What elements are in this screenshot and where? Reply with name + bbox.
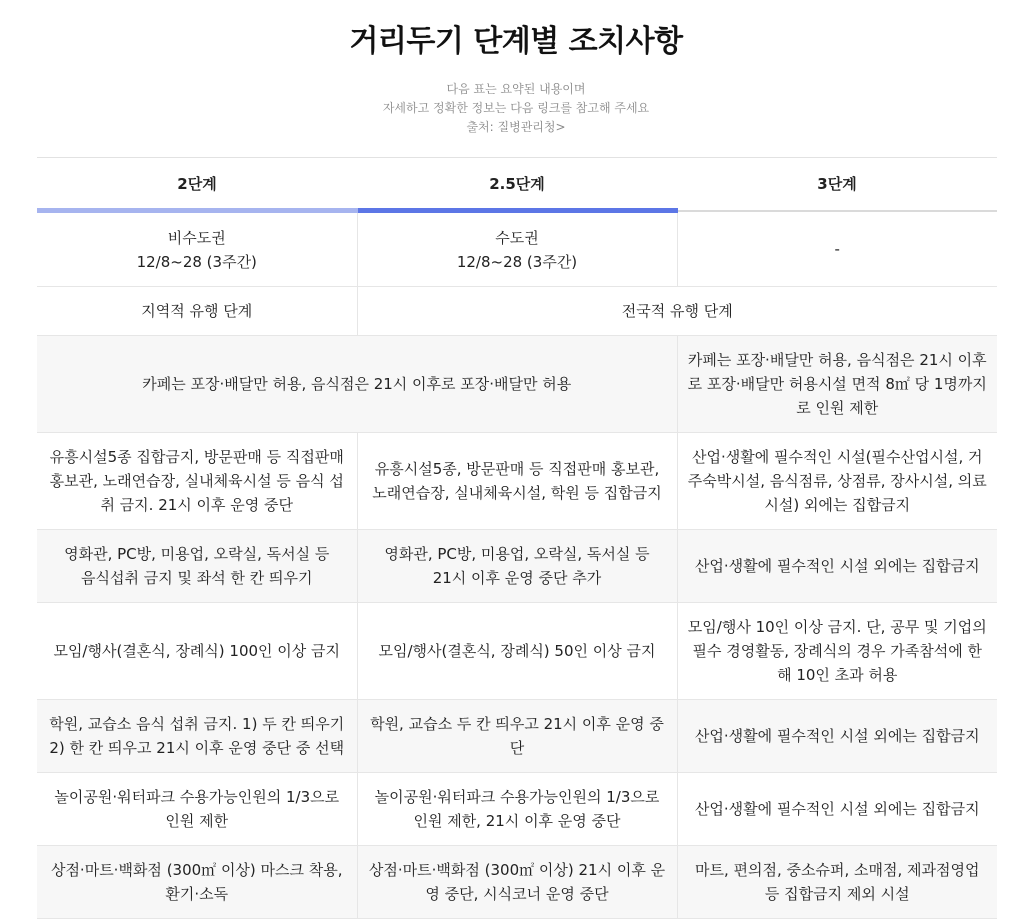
- table-row: [37, 846, 997, 919]
- region-cell-level-3: -: [677, 211, 997, 287]
- academy-cell-level-2: [37, 700, 357, 773]
- table-row: [37, 287, 997, 336]
- gathering-cell-level-3: 모임/행사 10인 이상 금지. 단, 공무 및 기업의 필수 경영활동, 장례식의 경우 가족참석에 한해 10인 초과 허용: [677, 603, 997, 700]
- cinema-line: 영화관, PC방, 미용업, 오락실, 독서실 등: [384, 545, 650, 563]
- table-row: [37, 211, 997, 287]
- entertainment-cell-level-2-5: 유흥시설5종, 방문판매 등 직접판매 홍보관, 노래연습장, 실내체육시설, 학원 등 집합금지: [357, 433, 677, 530]
- region-cell-level-2: [37, 211, 357, 287]
- store-cell-level-2: 상점·마트·백화점 (300㎡ 이상) 마스크 착용, 환기·소독: [37, 846, 357, 919]
- gathering-cell-level-2-5: 모임/행사(결혼식, 장례식) 50인 이상 금지: [357, 603, 677, 700]
- table-row: [37, 603, 997, 700]
- note-summary: 다음 표는 요약된 내용이며: [446, 82, 586, 96]
- table-row: [37, 530, 997, 603]
- academy-line: 학원, 교습소 음식 섭취 금지. 1) 두 칸 띄우기: [49, 715, 345, 733]
- store-cell-level-3: 마트, 편의점, 중소슈퍼, 소매점, 제과점영업 등 집합금지 제외 시설: [677, 846, 997, 919]
- table-row: [37, 700, 997, 773]
- academy-line: 2) 한 칸 띄우고 21시 이후 운영 중단 중 선택: [49, 739, 345, 757]
- cafe-cell-level-3: 카페는 포장·배달만 허용, 음식점은 21시 이후로 포장·배달만 허용시설 면적 8㎡ 당 1명까지로 인원 제한: [677, 336, 997, 433]
- header-level-2-5: 2.5단계: [357, 158, 677, 211]
- note-source-link[interactable]: 출처: 질병관리청>: [466, 120, 566, 134]
- page-title: 거리두기 단계별 조치사항: [349, 24, 683, 59]
- region-period: 12/8~28 (3주간): [456, 252, 578, 271]
- academy-cell-level-3: 산업·생활에 필수적인 시설 외에는 집합금지: [677, 700, 997, 773]
- table-row: [37, 773, 997, 846]
- gathering-cell-level-2: 모임/행사(결혼식, 장례식) 100인 이상 금지: [37, 603, 357, 700]
- note-detail: 자세하고 정확한 정보는 다음 링크를 참고해 주세요: [382, 101, 650, 115]
- region-period: 12/8~28 (3주간): [136, 252, 257, 271]
- cinema-cell-level-2: [37, 530, 357, 603]
- spread-cell-level-2-5-3: 전국적 유행 단계: [357, 287, 997, 336]
- region-cell-level-2-5: [357, 211, 677, 287]
- cafe-cell-level-2-2-5: 카페는 포장·배달만 허용, 음식점은 21시 이후로 포장·배달만 허용: [37, 336, 677, 433]
- cinema-line: 영화관, PC방, 미용업, 오락실, 독서실 등: [64, 545, 330, 563]
- cinema-cell-level-3: 산업·생활에 필수적인 시설 외에는 집합금지: [677, 530, 997, 603]
- measures-table: [37, 157, 997, 919]
- header-level-2: 2단계: [37, 158, 357, 211]
- cinema-line: 음식섭취 금지 및 좌석 한 칸 띄우기: [81, 569, 313, 587]
- notes: [0, 80, 1032, 137]
- amusement-cell-level-3: 산업·생활에 필수적인 시설 외에는 집합금지: [677, 773, 997, 846]
- academy-cell-level-2-5: 학원, 교습소 두 칸 띄우고 21시 이후 운영 중단: [357, 700, 677, 773]
- table-row: [37, 433, 997, 530]
- region-label: 비수도권: [167, 228, 226, 247]
- table-header-row: [37, 158, 997, 211]
- cinema-line: 21시 이후 운영 중단 추가: [432, 569, 602, 587]
- store-cell-level-2-5: 상점·마트·백화점 (300㎡ 이상) 21시 이후 운영 중단, 시식코너 운영 중단: [357, 846, 677, 919]
- region-label: 수도권: [495, 228, 539, 247]
- table-row: [37, 336, 997, 433]
- cinema-cell-level-2-5: [357, 530, 677, 603]
- entertainment-cell-level-2: 유흥시설5종 집합금지, 방문판매 등 직접판매 홍보관, 노래연습장, 실내체육시설 등 음식 섭취 금지. 21시 이후 운영 중단: [37, 433, 357, 530]
- amusement-cell-level-2: 놀이공원·워터파크 수용가능인원의 1/3으로 인원 제한: [37, 773, 357, 846]
- entertainment-cell-level-3: 산업·생활에 필수적인 시설(필수산업시설, 거주숙박시설, 음식점류, 상점류, 장사시설, 의료시설) 외에는 집합금지: [677, 433, 997, 530]
- header-level-3: 3단계: [677, 158, 997, 211]
- amusement-cell-level-2-5: 놀이공원·워터파크 수용가능인원의 1/3으로 인원 제한, 21시 이후 운영 중단: [357, 773, 677, 846]
- spread-cell-level-2: 지역적 유행 단계: [37, 287, 357, 336]
